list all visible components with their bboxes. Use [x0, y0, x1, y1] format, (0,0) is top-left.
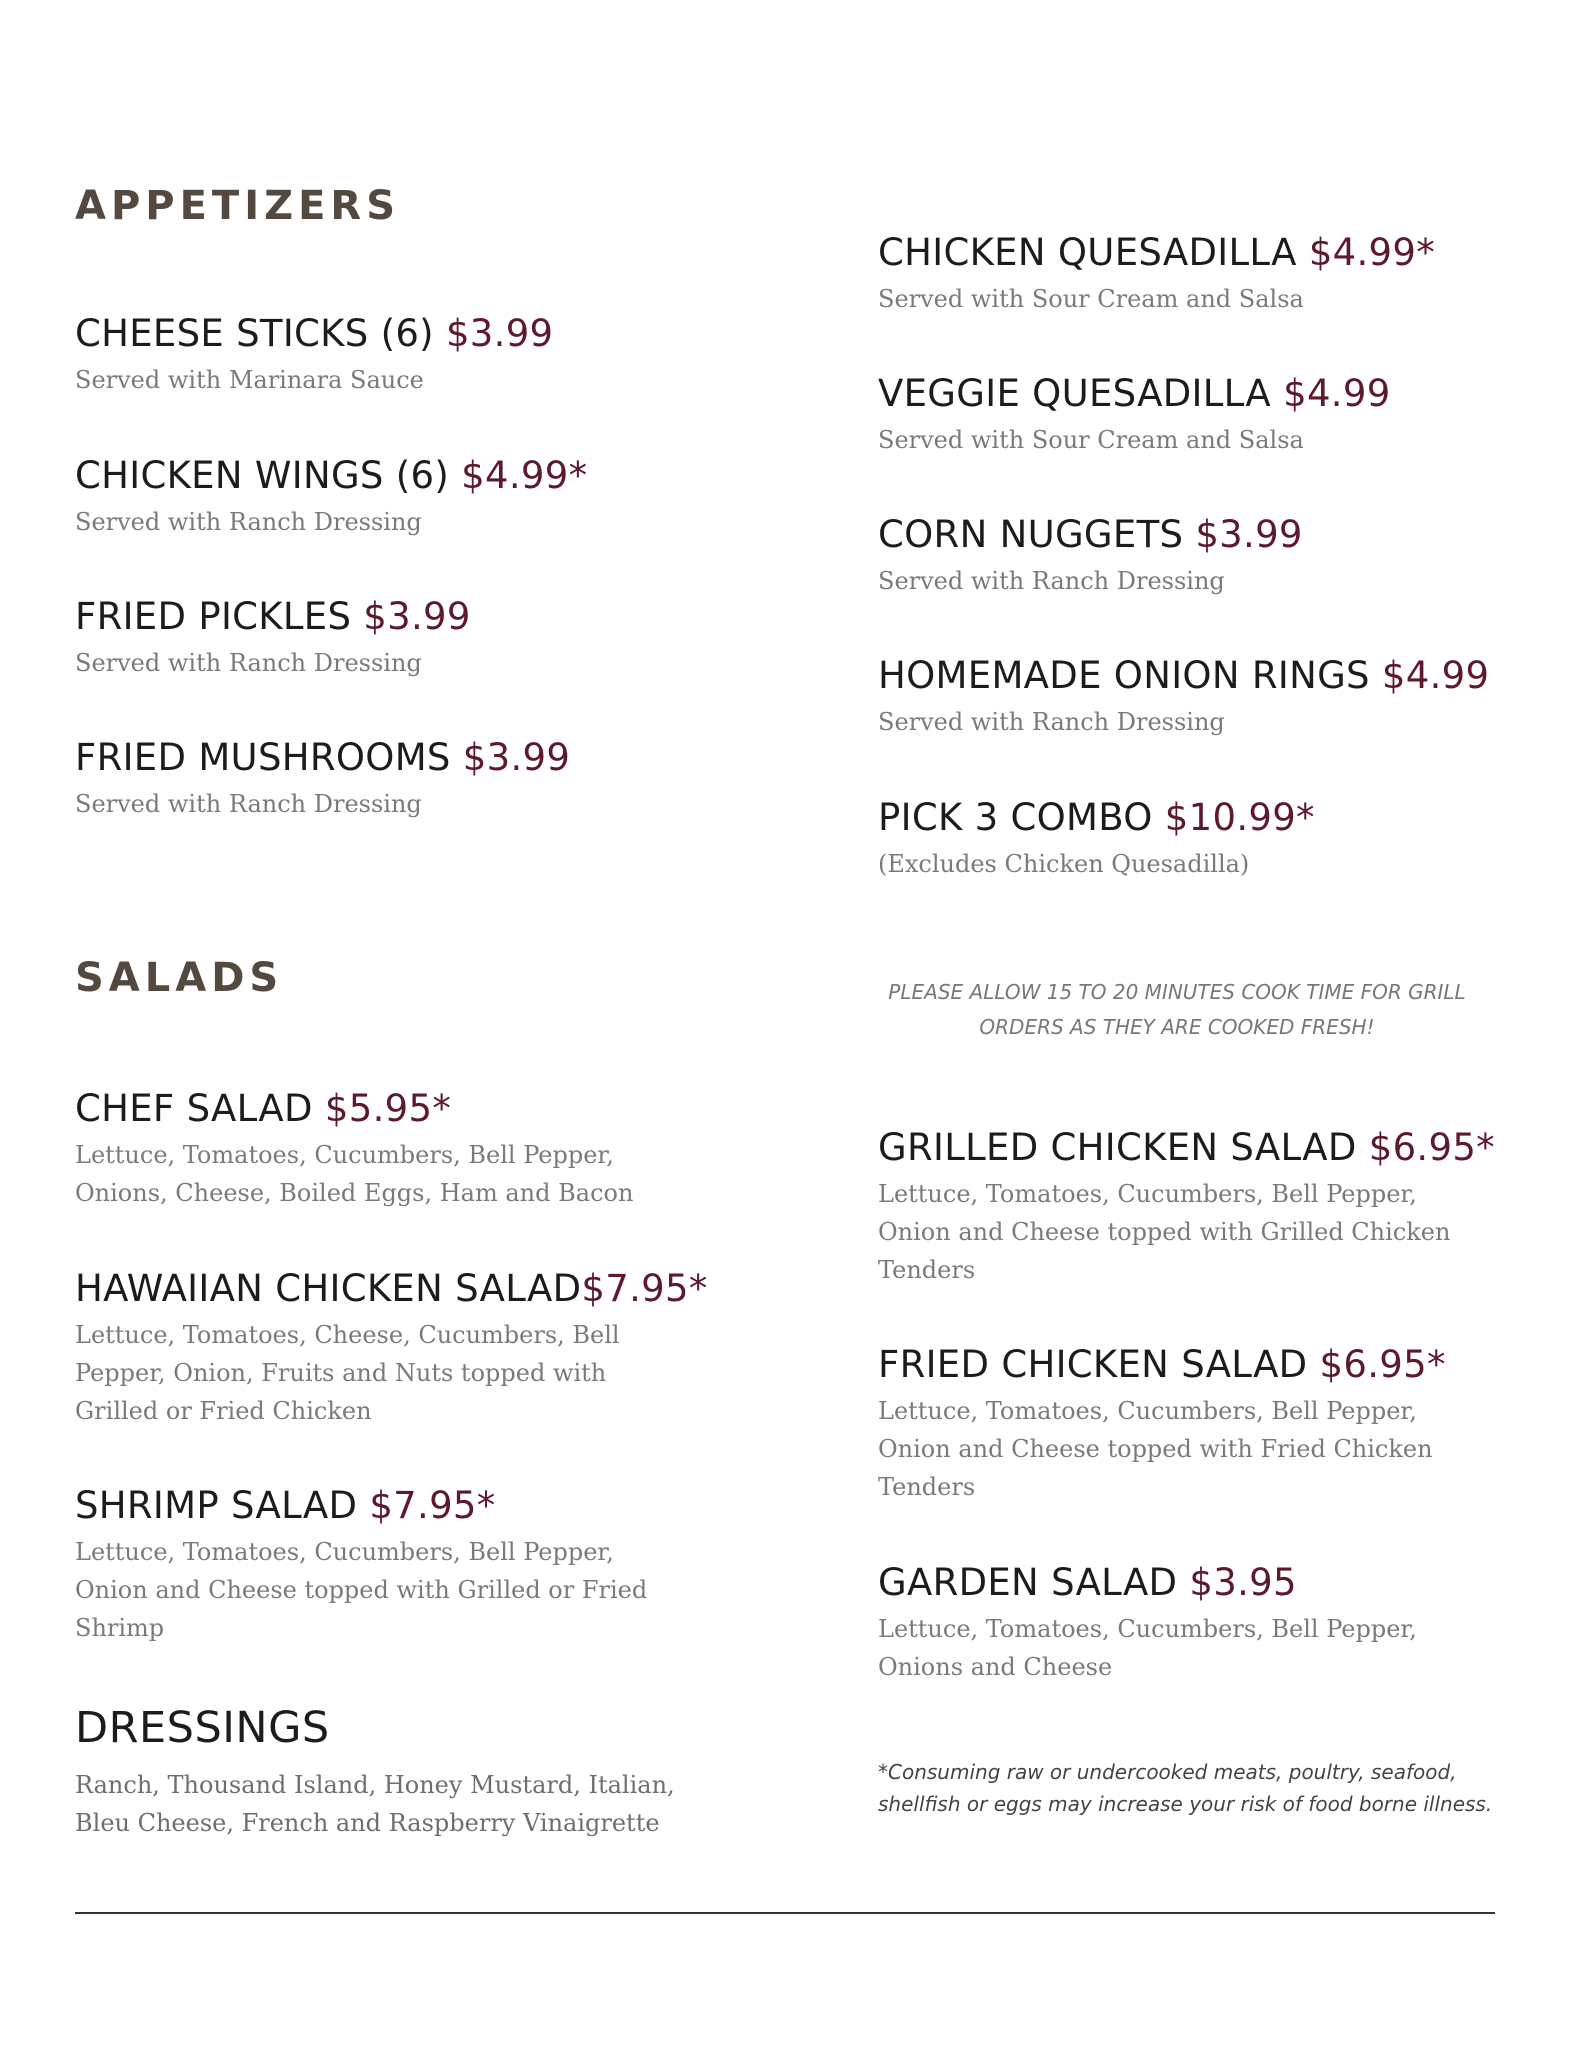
menu-item	[878, 371, 1518, 459]
item-price: $4.99*	[1308, 231, 1436, 274]
item-name: GARDEN SALAD	[878, 1561, 1178, 1604]
item-price: $4.99	[1283, 372, 1391, 415]
menu-item	[75, 1483, 715, 1647]
item-price: $5.95*	[324, 1087, 452, 1130]
item-description: Lettuce, Tomatoes, Cucumbers, Bell Pepper, Onion and Cheese topped with Grilled Chicken Tenders	[878, 1180, 1451, 1284]
item-price: $3.99	[1195, 513, 1303, 556]
item-name: HOMEMADE ONION RINGS	[878, 654, 1370, 697]
item-price: $4.99	[1381, 654, 1490, 697]
item-description: Served with Sour Cream and Salsa	[878, 426, 1304, 454]
item-price: $3.99	[445, 312, 554, 355]
item-description: Served with Ranch Dressing	[75, 649, 422, 677]
menu-item	[75, 311, 715, 399]
menu-item	[75, 453, 715, 541]
menu-item	[878, 230, 1518, 318]
salads-heading: SALADS	[75, 955, 284, 1001]
item-description: Lettuce, Tomatoes, Cucumbers, Bell Pepper, Onion and Cheese topped with Fried Chicken Tenders	[878, 1397, 1433, 1501]
appetizers-heading: APPETIZERS	[75, 183, 401, 229]
menu-item	[75, 1266, 715, 1430]
menu-item	[75, 1086, 715, 1212]
item-description: Served with Ranch Dressing	[878, 708, 1225, 736]
item-price: $6.95*	[1368, 1126, 1495, 1169]
item-name: CHEESE STICKS (6)	[75, 312, 434, 355]
item-name: FRIED CHICKEN SALAD	[878, 1343, 1308, 1386]
bottom-divider	[75, 1912, 1495, 1914]
menu-item	[878, 1125, 1518, 1289]
item-name: VEGGIE QUESADILLA	[878, 372, 1272, 415]
item-price: $3.99	[363, 595, 471, 638]
item-description: Served with Ranch Dressing	[878, 567, 1225, 595]
menu-item	[878, 1560, 1518, 1686]
item-name: GRILLED CHICKEN SALAD	[878, 1126, 1357, 1169]
menu-item	[878, 1342, 1518, 1506]
item-price: $3.95	[1189, 1561, 1297, 1604]
item-price: $6.95*	[1319, 1343, 1446, 1386]
item-price: $4.99*	[461, 454, 588, 497]
menu-item	[878, 653, 1518, 741]
menu-item	[878, 512, 1518, 600]
item-description: Served with Marinara Sauce	[75, 366, 424, 394]
item-name: CHICKEN QUESADILLA	[878, 231, 1297, 274]
item-name: SHRIMP SALAD	[75, 1484, 358, 1527]
menu-item	[75, 594, 715, 682]
item-description: Served with Ranch Dressing	[75, 790, 422, 818]
item-description: Lettuce, Tomatoes, Cucumbers, Bell Pepper, Onions, Cheese, Boiled Eggs, Ham and Bacon	[75, 1141, 634, 1207]
item-name: CORN NUGGETS	[878, 513, 1184, 556]
item-price: $7.95*	[581, 1267, 708, 1310]
food-safety-disclaimer: *Consuming raw or undercooked meats, poultry, seafood, shellfish or eggs may increase your risk of food borne illness.	[878, 1760, 1493, 1816]
item-description: Served with Sour Cream and Salsa	[878, 285, 1304, 313]
dressings-heading: DRESSINGS	[75, 1703, 330, 1753]
item-description: Lettuce, Tomatoes, Cucumbers, Bell Pepper, Onion and Cheese topped with Grilled or Fried Shrimp	[75, 1538, 648, 1642]
item-name: FRIED PICKLES	[75, 595, 352, 638]
item-name: CHEF SALAD	[75, 1087, 313, 1130]
item-price: $7.95*	[369, 1484, 496, 1527]
dressings-list: Ranch, Thousand Island, Honey Mustard, Italian, Bleu Cheese, French and Raspberry Vinaigrette	[75, 1771, 675, 1837]
menu-item	[75, 735, 715, 823]
item-description: Lettuce, Tomatoes, Cheese, Cucumbers, Bell Pepper, Onion, Fruits and Nuts topped with Grilled or Fried Chicken	[75, 1321, 620, 1425]
item-description: Served with Ranch Dressing	[75, 508, 422, 536]
item-name: HAWAIIAN CHICKEN SALAD	[75, 1267, 582, 1310]
item-name: PICK 3 COMBO	[878, 796, 1153, 839]
item-price: $10.99*	[1164, 796, 1315, 839]
item-description: (Excludes Chicken Quesadilla)	[878, 850, 1250, 878]
item-price: $3.99	[462, 736, 571, 779]
item-name: FRIED MUSHROOMS	[75, 736, 451, 779]
item-description: Lettuce, Tomatoes, Cucumbers, Bell Pepper, Onions and Cheese	[878, 1615, 1417, 1681]
menu-item	[878, 795, 1518, 883]
cook-time-note: PLEASE ALLOW 15 TO 20 MINUTES COOK TIME FOR GRILL ORDERS AS THEY ARE COOKED FRESH!	[888, 980, 1466, 1039]
item-name: CHICKEN WINGS (6)	[75, 454, 450, 497]
